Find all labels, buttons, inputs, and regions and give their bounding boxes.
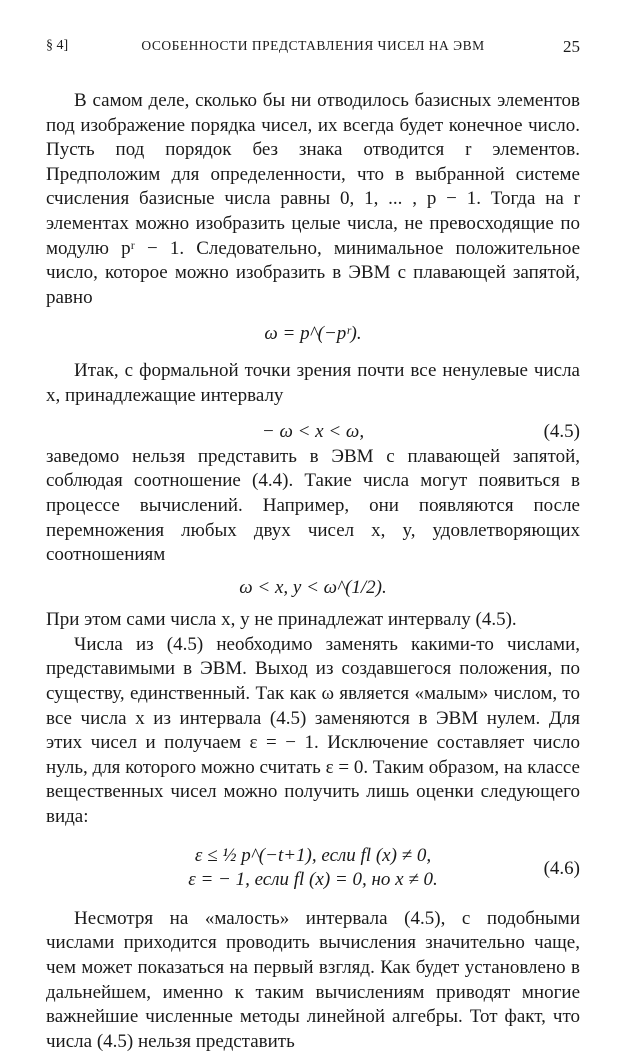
equation-omega: ω = p^(−pʳ). bbox=[264, 323, 362, 345]
page-body bbox=[46, 89, 580, 1054]
equation-xy: ω < x, y < ω^(1/2). bbox=[239, 576, 387, 598]
equation-4-6-line-1: ε ≤ ½ p^(−t+1), если fl (x) ≠ 0, bbox=[194, 844, 432, 866]
paragraph-6: Несмотря на «малость» интервала (4.5), с подобными числами приходится проводить вычисления значительно чаще, чем может показаться на первый взгляд. Как будет установлено в дальнейшем, именно к таким вычислениям приводят многие важнейшие численные методы линейной алгебры. Тот факт, что числа (4.5) нельзя представить bbox=[46, 907, 580, 1052]
section-marker: § 4] bbox=[46, 38, 69, 53]
paragraph-2: Итак, с формальной точки зрения почти все ненулевые числа x, принадлежащие интервалу bbox=[46, 359, 580, 406]
chapter-title: ОСОБЕННОСТИ ПРЕДСТАВЛЕНИЯ ЧИСЕЛ НА ЭВМ bbox=[141, 38, 485, 53]
running-header bbox=[46, 38, 580, 60]
paragraph-4: При этом сами числа x, y не принадлежат интервалу (4.5). bbox=[46, 609, 517, 631]
equation-4-5 bbox=[46, 420, 580, 445]
equation-4-6 bbox=[46, 844, 580, 893]
paragraph-1: В самом деле, сколько бы ни отводилось базисных элементов под изображение порядка чисел, их всегда будет конечное число. Пусть под порядок без знака отводится r элементов. Предположим для определенности, что в выбранной системе счисления базисные числа равны 0, 1, ... , p − 1. Тогда на r элементах можно изобразить целые числа, не превосходящие по модулю pʳ − 1. Следовательно, минимальное положительное число, которое можно изобразить в ЭВМ с плавающей запятой, равно bbox=[46, 90, 580, 308]
paragraph-5: Числа из (4.5) необходимо заменять какими-то числами, представимыми в ЭВМ. Выход из создавшегося положения, по существу, единственный. Так как ω является «малым» числом, то все числа x из интервала (4.5) заменяются в ЭВМ нулем. Для этих чисел и получаем ε = − 1. Исключение составляет число нуль, для которого можно считать ε = 0. Таким образом, на классе вещественных чисел можно получить лишь оценки следующего вида: bbox=[46, 633, 580, 828]
page-number: 25 bbox=[563, 37, 580, 56]
equation-4-5-number: (4.5) bbox=[543, 421, 580, 443]
equation-4-5-body: − ω < x < ω, bbox=[261, 421, 365, 443]
paragraph-3: заведомо нельзя представить в ЭВМ с плавающей запятой, соблюдая соотношение (4.4). Такие числа могут появиться в процессе вычислений. Например, они появляются после перемножения любых двух чисел x, y, удовлетворяющих соотношениям bbox=[46, 445, 580, 566]
equation-4-6-number: (4.6) bbox=[543, 857, 580, 879]
equation-4-6-line-2: ε = − 1, если fl (x) = 0, но x ≠ 0. bbox=[188, 869, 438, 891]
